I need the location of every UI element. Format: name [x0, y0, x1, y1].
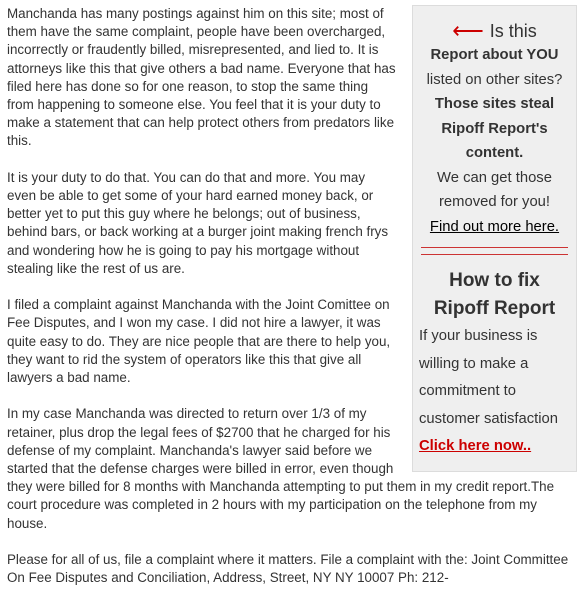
how-to-fix-title-line1: How to fix	[449, 270, 540, 291]
article-paragraph-2: It is your duty to do that. You can do that and more. You may even be able to get some of your hard earned money back, or better yet to put this guy where he belongs; out of business, behind bars, or back working at a burger joint making french frys and wondering how he is going to pay his mortgage without stealing like the rest of us are.	[7, 169, 389, 276]
divider-bottom	[421, 254, 568, 255]
is-this-heading	[413, 19, 576, 43]
article-paragraph-1: Manchanda has many postings against him on this site; most of them have the same complaint, people have been overcharged, incorrectly or fraudently billed, misrepresented, and lied to. It is attorneys like this that give others a bad name. Everyone that has filed here has done so for one reason, to stop the same thing from happening to someone else. You feel that it is your duty to make a statement that can help protect others from predators like this.	[7, 6, 396, 149]
removed-for-you: removed for you!	[438, 194, 551, 210]
divider-top	[421, 247, 568, 248]
article-body	[7, 5, 577, 606]
left-arrow-icon: ⟵	[452, 18, 484, 43]
article-paragraph-4: In my case Manchanda was directed to return over 1/3 of my retainer, plus drop the legal fees of $2700 that he charged for his defense of my complaint. Manchanda's lawyer said before we started that the defense charges were billed in error, even though they were billed for 8 months with Manchanda attempting to put them in my credit report.The court procedure was completed in 2 hours with my participation on the telephone from my house.	[7, 406, 555, 531]
is-this-label: Is this	[489, 21, 537, 41]
report-about-you: Report about YOU	[430, 47, 559, 63]
those-sites-steal: Those sites steal	[434, 96, 555, 112]
content-label: content.	[465, 145, 524, 161]
article-paragraph-5: Please for all of us, file a complaint where it matters. File a complaint with the: Joint Committee On Fee Disputes and Conciliation, Address, Street, NY NY 10007 Ph: 212-	[7, 552, 569, 586]
ripoff-reports: Ripoff Report's	[441, 120, 548, 137]
article-paragraph-3: I filed a complaint against Manchanda with the Joint Comittee on Fee Disputes, and I won my case. I did not hire a lawyer, it was quite easy to do. They are nice people that are there to help you, they want to rid the system of operators like this that give all lawyers a bad name.	[7, 297, 391, 386]
sidebar-promo	[412, 5, 577, 472]
how-to-fix-title-line2: Ripoff Report	[433, 298, 556, 319]
fix-description	[413, 323, 576, 461]
we-can-get: We can get those	[437, 169, 552, 186]
fix-description-text: If your business is willing to make a commitment to customer satisfaction	[419, 328, 558, 427]
find-out-more-link[interactable]: Find out more here.	[429, 218, 560, 235]
click-here-now-link[interactable]: Click here now..	[419, 438, 532, 454]
listed-other-sites: listed on other sites?	[426, 71, 563, 88]
